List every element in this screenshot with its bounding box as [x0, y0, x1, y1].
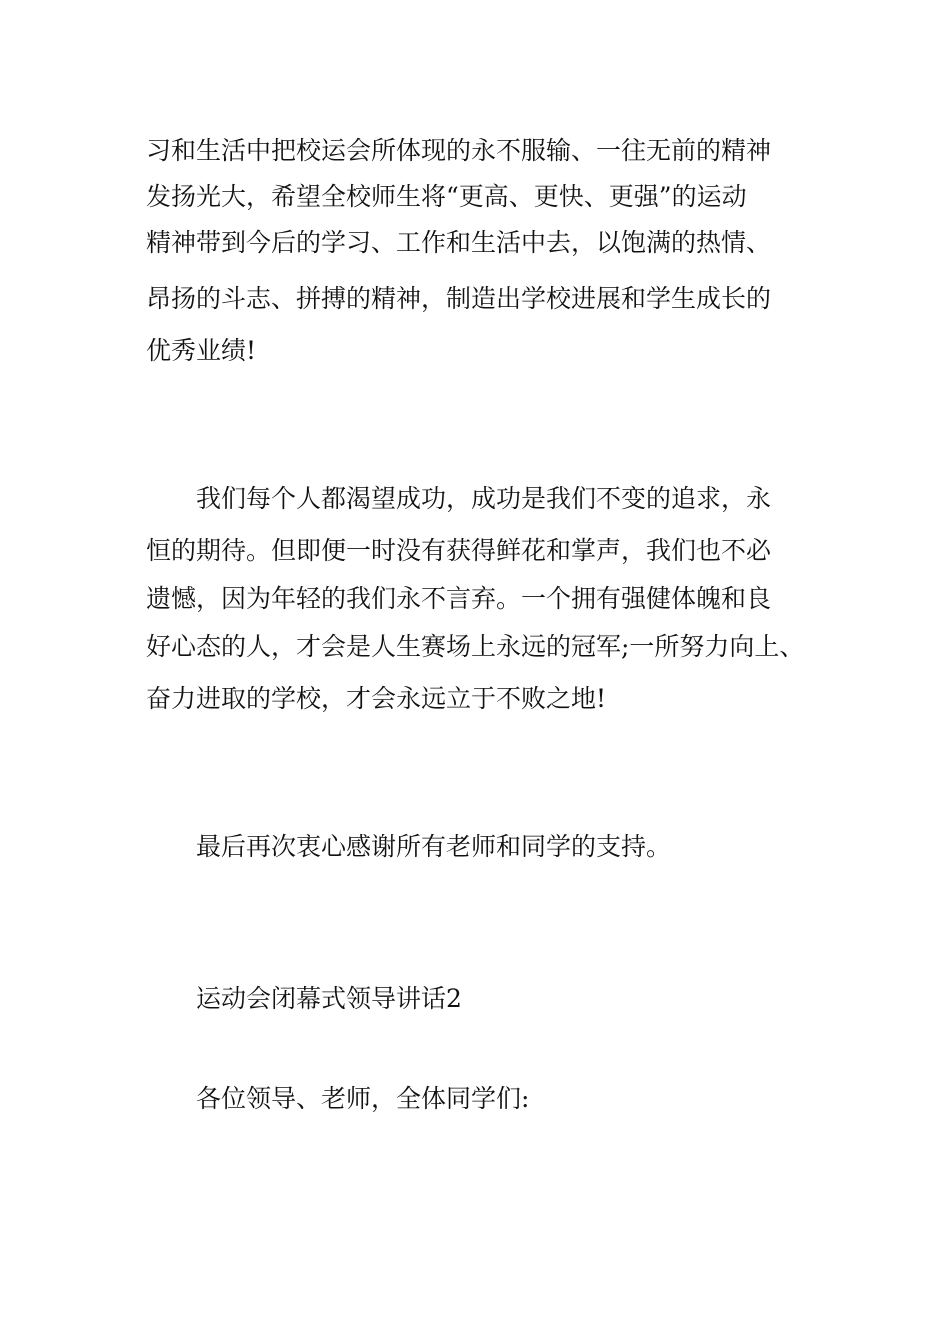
- paragraph-line: 优秀业绩!: [146, 336, 257, 365]
- paragraph-line: 恒的期待。但即便一时没有获得鲜花和掌声，我们也不必: [146, 536, 772, 565]
- paragraph-line: 发扬光大，希望全校师生将“更高、更快、更强”的运动: [146, 182, 747, 211]
- paragraph-line: 奋力进取的学校，才会永远立于不败之地!: [146, 684, 607, 713]
- paragraph-line: 我们每个人都渴望成功，成功是我们不变的追求，永: [196, 484, 772, 513]
- paragraph-line: 昂扬的斗志、拼搏的精神，制造出学校进展和学生成长的: [146, 284, 772, 313]
- section-title: 运动会闭幕式领导讲话2: [196, 984, 462, 1013]
- salutation: 各位领导、老师，全体同学们:: [196, 1084, 530, 1113]
- paragraph-line: 习和生活中把校运会所体现的永不服输、一往无前的精神: [146, 136, 772, 165]
- paragraph-line: 精神带到今后的学习、工作和生活中去，以饱满的热情、: [146, 228, 772, 257]
- paragraph-line: 最后再次衷心感谢所有老师和同学的支持。: [196, 832, 672, 861]
- paragraph-line: 遗憾，因为年轻的我们永不言弃。一个拥有强健体魄和良: [146, 584, 772, 613]
- paragraph-line: 好心态的人，才会是人生赛场上永远的冠军;一所努力向上、: [146, 632, 805, 661]
